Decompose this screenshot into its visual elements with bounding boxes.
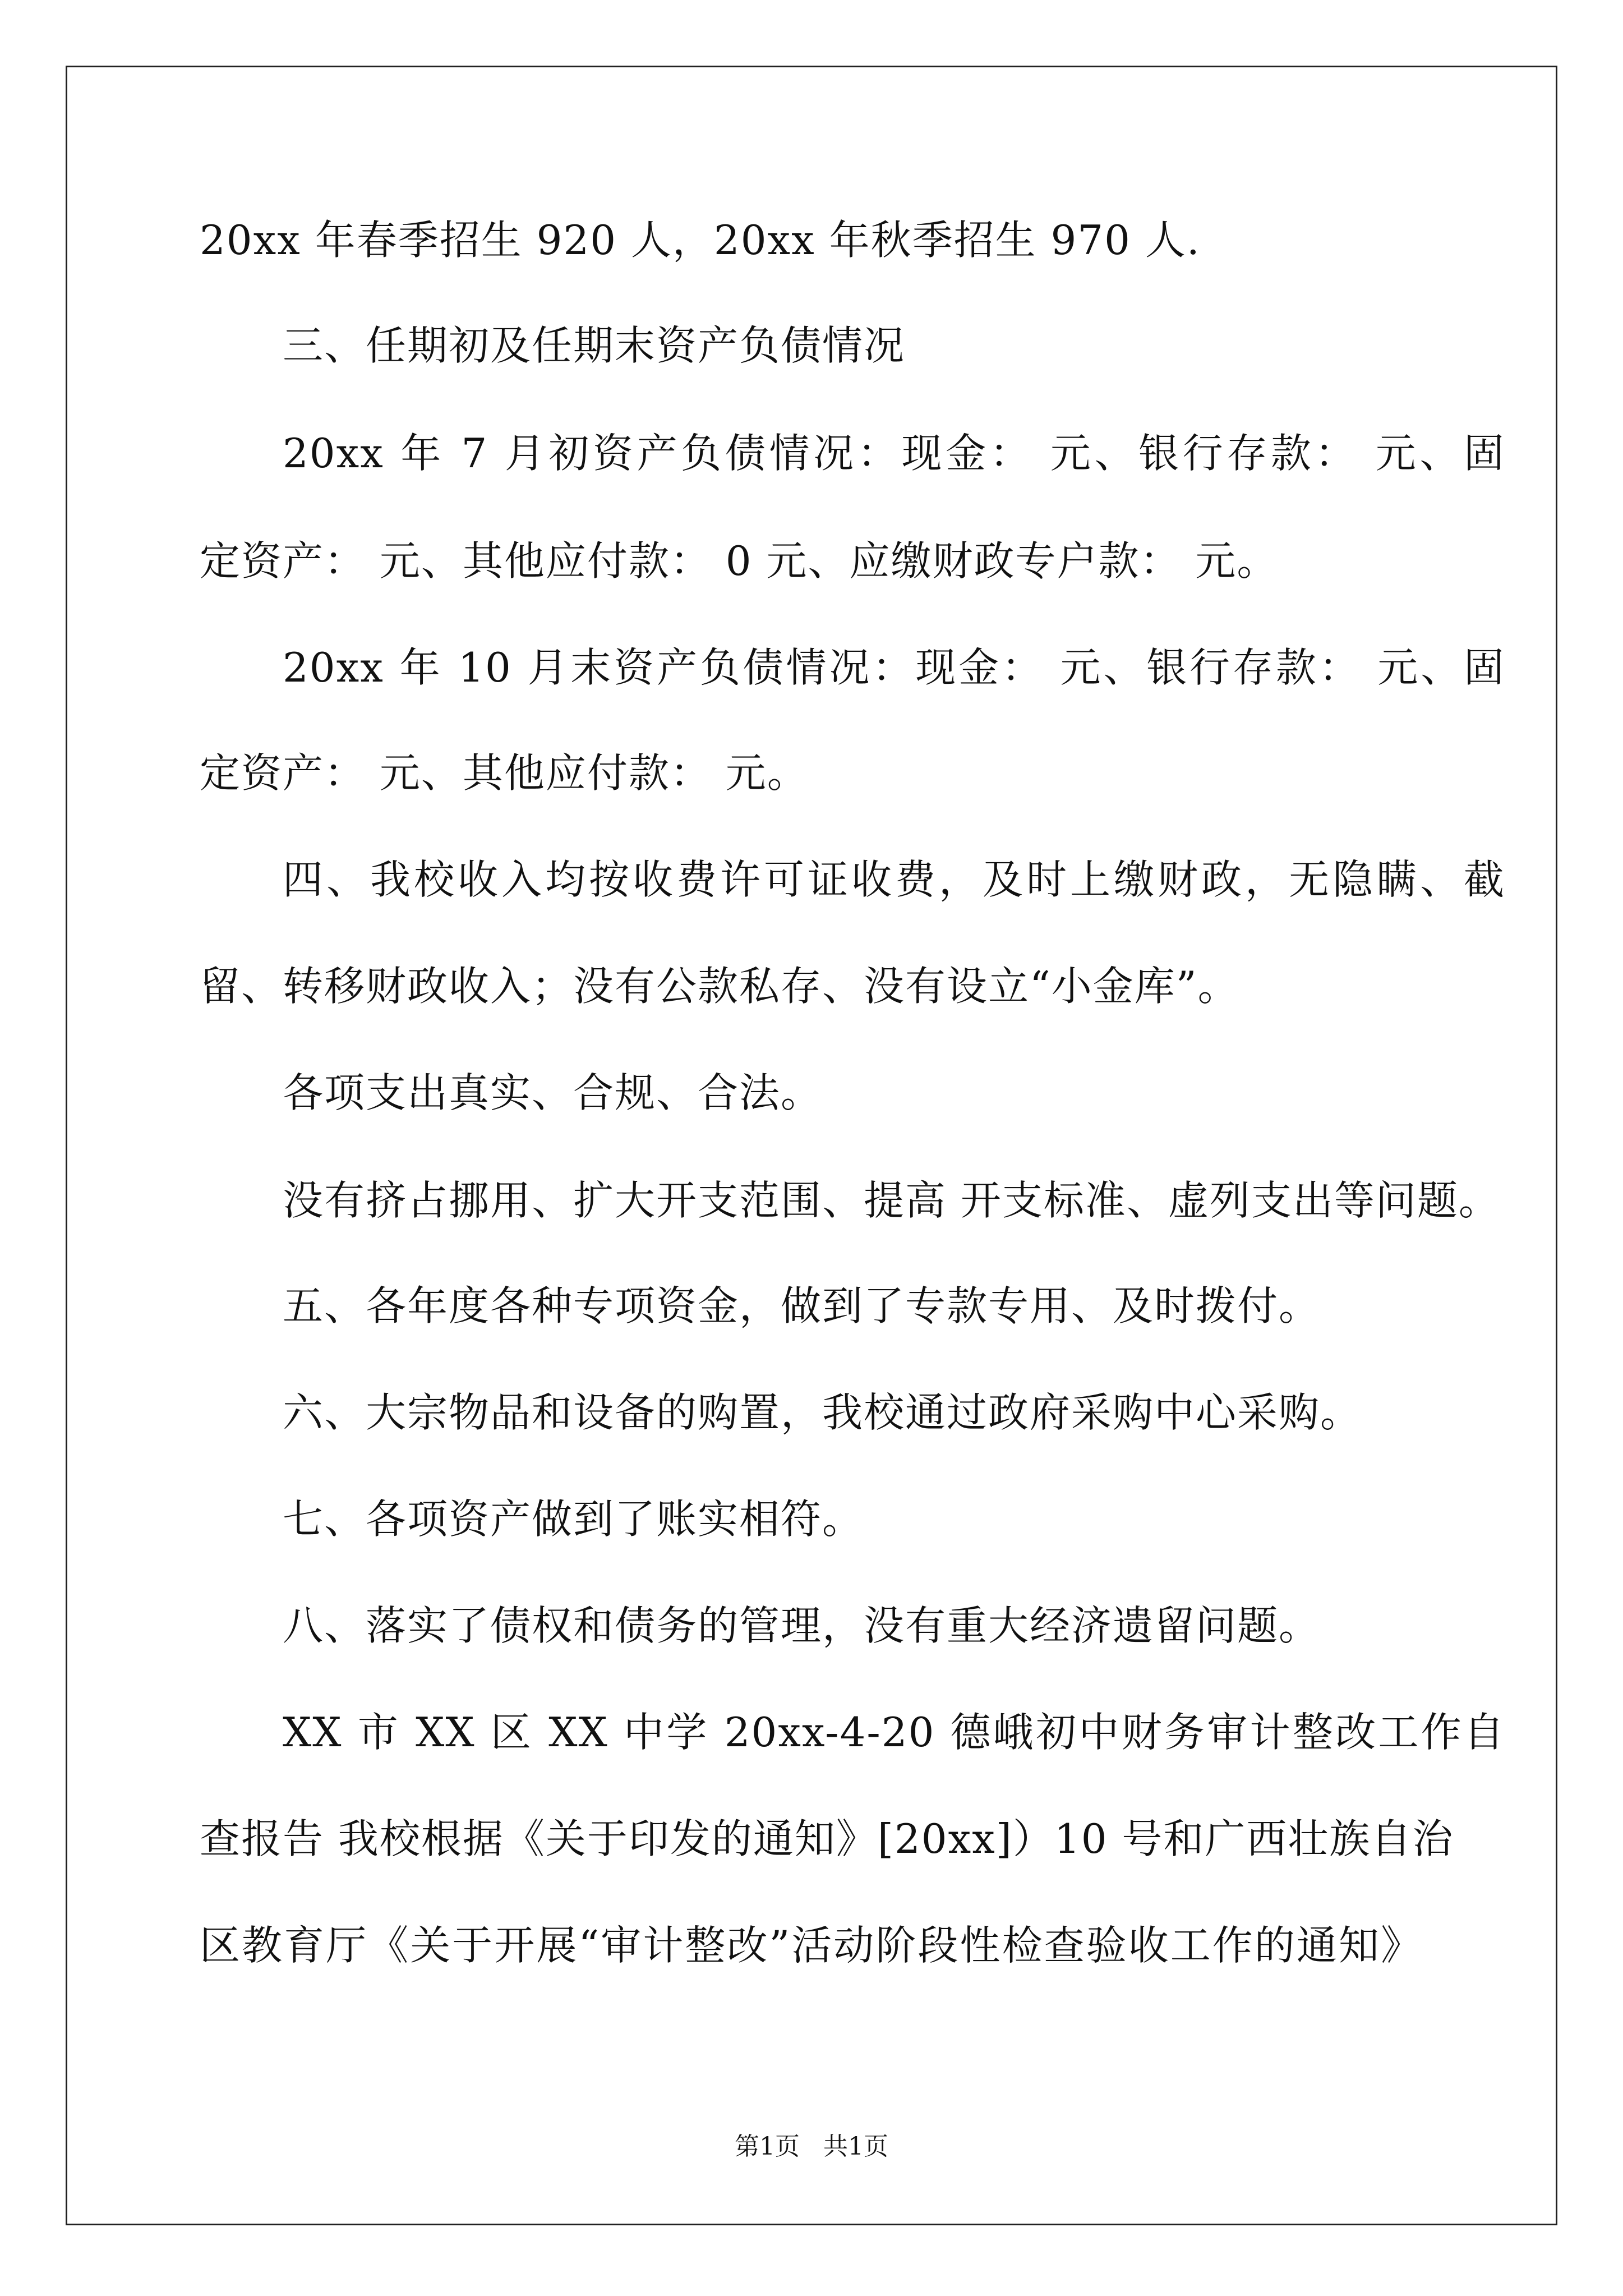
text-line: 六、大宗物品和设备的购置，我校通过政府采购中心采购。 (283, 1389, 1362, 1436)
text-line: XX 市 XX 区 XX 中学 20xx-4-20 德峨初中财务审计整改工作自 (283, 1709, 1505, 1756)
text-line: 区教育厅《关于开展“审计整改”活动阶段性检查验收工作的通知》 (200, 1922, 1422, 1969)
text-line: 定资产： 元、其他应付款： 元。 (200, 749, 809, 797)
text-line: 查报告 我校根据《关于印发的通知》[20xx]）10 号和广西壮族自治 (200, 1815, 1454, 1862)
text-line: 八、落实了债权和债务的管理，没有重大经济遗留问题。 (283, 1602, 1321, 1649)
section-heading: 三、任期初及任期末资产负债情况 (283, 322, 906, 369)
text-line: 20xx 年 10 月末资产负债情况：现金： 元、银行存款： 元、固 (283, 644, 1505, 691)
page-number: 第1页 (735, 2132, 800, 2161)
page-border (66, 66, 1557, 2225)
text-line: 20xx 年春季招生 920 人，20xx 年秋季招生 970 人. (200, 217, 1201, 264)
text-line: 没有挤占挪用、扩大开支范围、提高 开支标准、虚列支出等问题。 (283, 1177, 1500, 1224)
text-line: 留、转移财政收入；没有公款私存、没有设立“小金库”。 (200, 963, 1239, 1010)
text-line: 七、各项资产做到了账实相符。 (283, 1496, 864, 1543)
text-line: 定资产： 元、其他应付款： 0 元、应缴财政专户款： 元。 (200, 537, 1279, 585)
text-line: 各项支出真实、合规、合法。 (283, 1069, 823, 1116)
text-line: 20xx 年 7 月初资产负债情况：现金： 元、银行存款： 元、固 (283, 430, 1505, 477)
page-footer (0, 2126, 1623, 2162)
text-line: 四、我校收入均按收费许可证收费，及时上缴财政，无隐瞒、截 (283, 856, 1505, 903)
page-total: 共1页 (823, 2132, 888, 2161)
text-line: 五、各年度各种专项资金，做到了专款专用、及时拨付。 (283, 1282, 1321, 1329)
